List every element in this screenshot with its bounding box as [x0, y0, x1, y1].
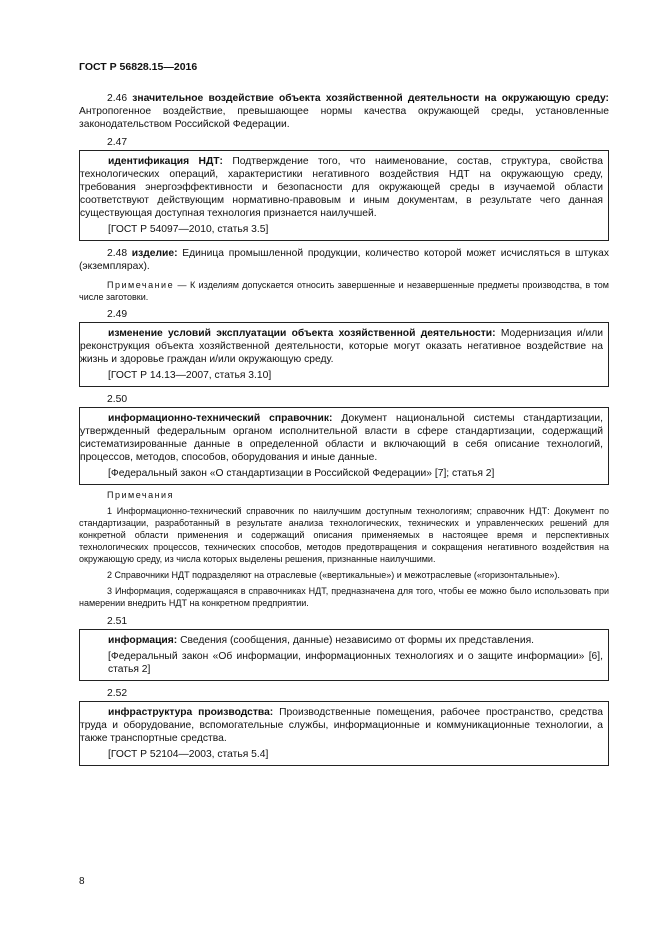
entry-box-2-49: [79, 322, 609, 387]
entry-box-2-51: [79, 629, 609, 681]
document-body: [79, 92, 609, 766]
note-text: — К изделиям допускается относить завершенные и незавершенные предметы производства, в том числе заготовки.: [79, 280, 609, 302]
entry-definition: Единица промышленной продукции, количество которой может исчисляться в штуках (экземплярах).: [79, 248, 609, 272]
entry-definition: Модернизация и/или реконструкция объекта хозяйственной деятельности, которые могут оказать негативное воздействие на жизнь и здоровье граждан и/или окружающую среду.: [80, 328, 603, 365]
entry-number-2-52: 2.52: [107, 688, 128, 699]
entry-2-48: [79, 247, 609, 273]
entry-box-2-50: [79, 407, 609, 485]
entry-definition: Антропогенное воздействие, превышающее нормы качества окружающей среды, установленные законодательством Российской Федерации.: [79, 106, 609, 130]
entry-term: инфраструктура производства:: [108, 707, 274, 718]
entry-term: идентификация НДТ:: [108, 156, 223, 167]
entry-2-51: [80, 634, 603, 647]
entry-definition: Документ национальной системы стандартизации, утвержденный федеральным органом исполнительной власти в сфере стандартизации, содержащий систематизированные данные в определенной области и включающий в себя описание технологий, процессов, методов, способов, оборудования и иные данные.: [80, 413, 603, 463]
entry-2-49: [80, 327, 603, 366]
entry-2-50: [80, 412, 603, 464]
entry-term: информационно-технический справочник:: [108, 413, 333, 424]
entry-note-2-48: [79, 279, 609, 303]
entry-source: [Федеральный закон «Об информации, информационных технологиях и о защите информации» [6], статья 2]: [108, 651, 603, 675]
entry-number-2-50: 2.50: [107, 394, 128, 405]
entry-number-2-47: 2.47: [107, 137, 128, 148]
entry-box-2-47: [79, 150, 609, 241]
entry-2-52: [80, 706, 603, 745]
entry-definition: Производственные помещения, рабочее пространство, средства труда и оборудование, вспомогательные службы, информационные и коммуникационные технологии, а также транспортные средства.: [80, 707, 603, 744]
entry-2-47: [80, 155, 603, 220]
entry-term: информация:: [108, 635, 178, 646]
note-item: 2 Справочники НДТ подразделяют на отраслевые («вертикальные») и межотраслевые («горизонтальные»).: [107, 570, 560, 580]
entry-term: значительное воздействие объекта хозяйственной деятельности на окружающую среду:: [132, 93, 609, 104]
entry-source: [ГОСТ Р 14.13—2007, статья 3.10]: [108, 370, 272, 381]
entry-source: [ГОСТ Р 54097—2010, статья 3.5]: [108, 224, 269, 235]
entry-definition: Подтверждение того, что наименование, состав, структура, свойства технологических операций, характеристики негативного воздействия НДТ на окружающую среду, требования энергоэффективности и безопасности для окружающей среды в изучаемой области соответствуют действующим нормативно-правовым и иным документам, в результате чего данная существующая доступная технология признается наилучшей.: [80, 156, 603, 219]
entry-term: изменение условий эксплуатации объекта хозяйственной деятельности:: [108, 328, 496, 339]
entry-number-2-51: 2.51: [107, 616, 128, 627]
page-number: 8: [79, 876, 85, 887]
entry-source: [ГОСТ Р 52104—2003, статья 5.4]: [108, 749, 269, 760]
entry-number: 2.48: [107, 248, 128, 259]
entry-number: 2.46: [107, 93, 128, 104]
entry-number-2-49: 2.49: [107, 309, 128, 320]
entry-2-46: [79, 92, 609, 131]
entry-term: изделие:: [131, 248, 178, 259]
entry-box-2-52: [79, 701, 609, 766]
note-item: 3 Информация, содержащаяся в справочниках НДТ, предназначена для того, чтобы ее можно было использовать при намерении внедрить НДТ на конкретном предприятии.: [79, 586, 609, 608]
notes-label-2-50: Примечания: [107, 490, 174, 500]
entry-definition: Сведения (сообщения, данные) независимо от формы их представления.: [180, 635, 535, 646]
note-item: 1 Информационно-технический справочник по наилучшим доступным технологиям; справочник НДТ: Документ по стандартизации, разработанный в результате анализа технологических, технических и управленческих решений для конкретной области применения и содержащий описания применяемых в настоящее время и перспективных технологических процессов, технических способов, методов предотвращения и сокращения негативного воздействия на окружающую среду, из числа которых выделены решения, признанные наилучшими.: [79, 506, 609, 564]
note-label: Примечание: [107, 280, 175, 290]
entry-source: [Федеральный закон «О стандартизации в Российской Федерации» [7]; статья 2]: [108, 468, 495, 479]
document-header: ГОСТ Р 56828.15—2016: [79, 61, 198, 73]
